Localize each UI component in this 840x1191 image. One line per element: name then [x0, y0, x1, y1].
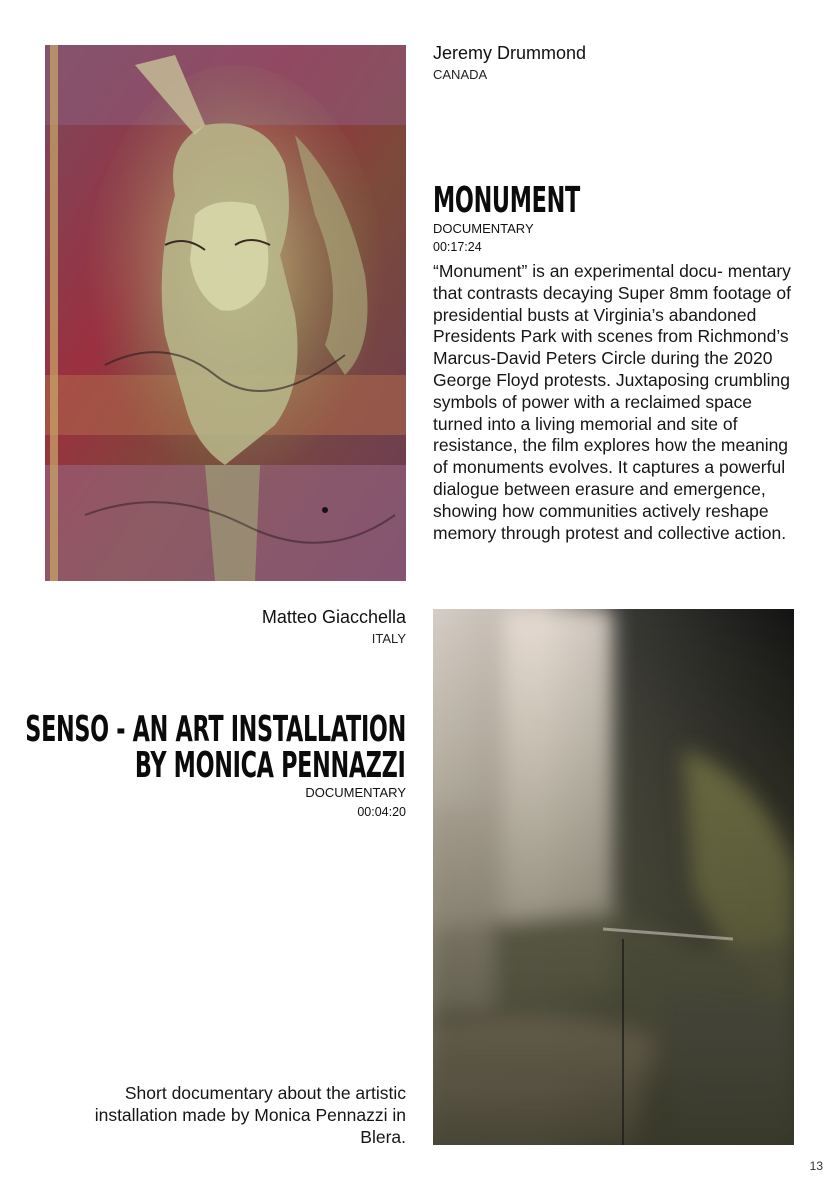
film-1-title: MONUMENT — [433, 180, 580, 221]
film-2-duration: 00:04:20 — [357, 805, 406, 819]
page-number: 13 — [809, 1159, 823, 1173]
film-1-duration: 00:17:24 — [433, 240, 482, 254]
film-still-senso — [433, 609, 794, 1145]
film-2-description: Short documentary about the artistic installation made by Monica Pennazzi in Blera. — [94, 1083, 406, 1147]
film-2-title-line-1: SENSO - AN ART INSTALLATION — [25, 709, 406, 750]
film-still-senso-graphic — [433, 609, 794, 1145]
film-2-genre: DOCUMENTARY — [305, 785, 406, 800]
film-2-title-line-2: BY MONICA PENNAZZI — [135, 745, 406, 786]
film-2-director: Matteo Giacchella — [261, 607, 406, 627]
film-1-description: “Monument” is an experimental docu- mentary that contrasts decaying Super 8mm footage of presidential busts at Virginia’s abandoned Presidents Park with scenes from Richmond’s Marcus-David Peters Circle during the 2020 George Floyd protests. Juxtaposing crumbling symbols of power with a reclaimed space turned into a living memorial and site of resistance, the film explores how the meaning of monuments evolves. It captures a powerful dialogue between erasure and emergence, showing how communities actively reshape memory through protest and collective action. — [433, 261, 791, 543]
film-2-country: ITALY — [371, 631, 406, 646]
film-still-monument-graphic — [45, 45, 406, 581]
film-1-genre: DOCUMENTARY — [433, 221, 534, 236]
film-1-director: Jeremy Drummond — [433, 43, 587, 63]
film-1-country: CANADA — [433, 67, 488, 82]
film-still-monument — [45, 45, 406, 581]
